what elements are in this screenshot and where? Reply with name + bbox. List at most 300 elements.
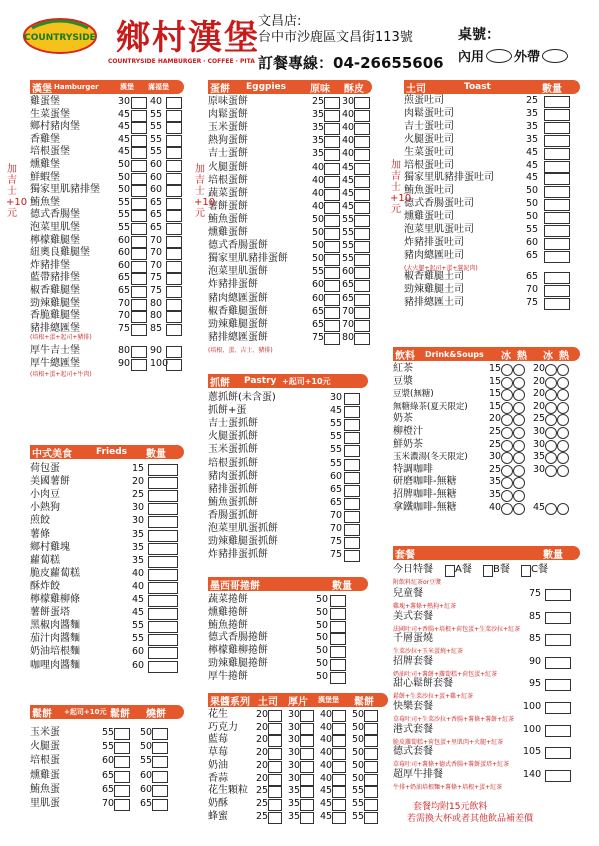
qty-box[interactable] xyxy=(166,198,182,210)
qty-box[interactable] xyxy=(131,286,147,298)
qty-box[interactable] xyxy=(131,97,147,109)
qty-box[interactable] xyxy=(544,298,570,310)
qty-box[interactable] xyxy=(148,464,178,476)
qty-box[interactable] xyxy=(300,735,314,747)
qty-box[interactable] xyxy=(166,173,182,185)
qty-box[interactable] xyxy=(354,163,370,175)
item-name: 紅茶 xyxy=(393,363,413,374)
qty-box[interactable] xyxy=(268,723,282,735)
price-sesame: 60 xyxy=(140,769,153,781)
qty-box[interactable] xyxy=(545,589,571,601)
qty-box[interactable] xyxy=(364,761,378,773)
price-crispy: 40 xyxy=(342,135,355,147)
qty-box[interactable] xyxy=(544,109,570,121)
item-name: 生菜蛋堡 xyxy=(30,108,70,120)
ice-circle[interactable] xyxy=(501,402,513,414)
qty-box[interactable] xyxy=(268,710,282,722)
hot-circle[interactable] xyxy=(557,402,569,414)
qty-box[interactable] xyxy=(324,228,340,240)
item-name: 獨家里肌豬排蛋餅 xyxy=(208,253,288,265)
qty-box[interactable] xyxy=(324,307,340,319)
price-plain: 35 xyxy=(312,122,325,134)
qty-box[interactable] xyxy=(148,530,178,542)
price: 20 xyxy=(256,734,269,746)
price-hamburger: 50 xyxy=(118,184,131,196)
qty-box[interactable] xyxy=(364,786,378,798)
qty-box[interactable] xyxy=(131,236,147,248)
qty-box[interactable] xyxy=(544,238,570,250)
ice-circle[interactable] xyxy=(545,402,557,414)
qty-box[interactable] xyxy=(148,490,178,502)
hot-circle[interactable] xyxy=(557,389,569,401)
qty-box[interactable] xyxy=(344,419,360,431)
qty-box[interactable] xyxy=(131,346,147,358)
qty-box[interactable] xyxy=(344,472,360,484)
qty-box[interactable] xyxy=(344,432,360,444)
qty-box[interactable] xyxy=(131,248,147,260)
qty-box[interactable] xyxy=(300,786,314,798)
qty-box[interactable] xyxy=(354,110,370,122)
qty-box[interactable] xyxy=(152,799,168,811)
qty-box[interactable] xyxy=(166,160,182,172)
qty-box[interactable] xyxy=(544,173,570,185)
qty-box[interactable] xyxy=(364,723,378,735)
hot-circle[interactable] xyxy=(513,465,525,477)
qty-box[interactable] xyxy=(166,135,182,147)
take-out-circle[interactable] xyxy=(542,49,568,63)
ice-circle[interactable] xyxy=(545,427,557,439)
qty-box[interactable] xyxy=(268,812,282,824)
qty-box[interactable] xyxy=(166,261,182,273)
qty-box[interactable] xyxy=(332,735,346,747)
hot-circle[interactable] xyxy=(557,427,569,439)
qty-box[interactable] xyxy=(364,710,378,722)
qty-box[interactable] xyxy=(324,163,340,175)
price: 55 xyxy=(132,620,145,632)
qty-box[interactable] xyxy=(354,215,370,227)
qty-box[interactable] xyxy=(148,647,178,659)
qty-box[interactable] xyxy=(324,110,340,122)
ice-circle[interactable] xyxy=(501,465,513,477)
item-name: 吉士蛋餅 xyxy=(208,148,248,160)
toast-row xyxy=(404,297,576,309)
qty-box[interactable] xyxy=(354,254,370,266)
qty-box[interactable] xyxy=(268,761,282,773)
qty-box[interactable] xyxy=(131,198,147,210)
pastry-row xyxy=(208,497,364,509)
qty-box[interactable] xyxy=(330,608,346,620)
qty-box[interactable] xyxy=(324,136,340,148)
ice-circle[interactable] xyxy=(545,452,557,464)
qty-box[interactable] xyxy=(544,96,570,108)
qty-box[interactable] xyxy=(148,595,178,607)
qty-box[interactable] xyxy=(152,728,168,740)
price-hamburger: 60 xyxy=(118,259,131,271)
qty-box[interactable] xyxy=(148,556,178,568)
item-name: 燻雞蛋吐司 xyxy=(404,211,454,223)
qty-box[interactable] xyxy=(544,251,570,263)
price: 50 xyxy=(352,721,365,733)
ice-circle[interactable] xyxy=(501,503,513,515)
qty-box[interactable] xyxy=(324,202,340,214)
qty-box[interactable] xyxy=(332,710,346,722)
qty-box[interactable] xyxy=(166,97,182,109)
qty-box[interactable] xyxy=(268,799,282,811)
price-muffin: 80 xyxy=(150,297,163,309)
hot-circle[interactable] xyxy=(513,440,525,452)
ice-circle[interactable] xyxy=(545,364,557,376)
qty-box[interactable] xyxy=(544,199,570,211)
qty-box[interactable] xyxy=(300,710,314,722)
hot-circle[interactable] xyxy=(557,364,569,376)
qty-box[interactable] xyxy=(152,771,168,783)
qty-box[interactable] xyxy=(166,273,182,285)
hot-circle[interactable] xyxy=(557,465,569,477)
jam-col3: 漢堡堡 xyxy=(318,696,339,704)
qty-box[interactable] xyxy=(152,785,168,797)
qty-box[interactable] xyxy=(300,774,314,786)
price: 20 xyxy=(256,721,269,733)
item-name: 蔬菜蛋餅 xyxy=(208,187,248,199)
qty-box[interactable] xyxy=(545,634,571,646)
price: 35 xyxy=(288,785,301,797)
qty-box[interactable] xyxy=(354,123,370,135)
qty-box[interactable] xyxy=(354,307,370,319)
item-name: 蔬菜捲餅 xyxy=(208,594,248,605)
qty-box[interactable] xyxy=(268,774,282,786)
qty-box[interactable] xyxy=(332,786,346,798)
item-name: 薯餅蛋塔 xyxy=(30,607,70,619)
qty-box[interactable] xyxy=(344,445,360,457)
qty-box[interactable] xyxy=(324,320,340,332)
qty-box[interactable] xyxy=(354,280,370,292)
qty-box[interactable] xyxy=(354,136,370,148)
qty-box[interactable] xyxy=(148,569,178,581)
qty-box[interactable] xyxy=(354,333,370,345)
qty-box[interactable] xyxy=(354,176,370,188)
item-name: 招牌咖啡-無糖 xyxy=(393,489,457,500)
hot-circle[interactable] xyxy=(513,364,525,376)
qty-box[interactable] xyxy=(131,223,147,235)
eggpie-section xyxy=(194,80,370,354)
qty-box[interactable] xyxy=(131,359,147,371)
item-name: 香雞堡 xyxy=(30,133,60,145)
qty-box[interactable] xyxy=(344,459,360,471)
price: 45 xyxy=(320,810,333,822)
qty-box[interactable] xyxy=(148,516,178,528)
hot-circle[interactable] xyxy=(513,402,525,414)
hot-circle[interactable] xyxy=(513,414,525,426)
ice-circle[interactable] xyxy=(501,377,513,389)
qty-box[interactable] xyxy=(166,299,182,311)
qty-box[interactable] xyxy=(152,742,168,754)
qty-box[interactable] xyxy=(354,189,370,201)
qty-box[interactable] xyxy=(131,311,147,323)
qty-box[interactable] xyxy=(354,228,370,240)
qty-box[interactable] xyxy=(324,254,340,266)
qty-box[interactable] xyxy=(166,359,182,371)
qty-box[interactable] xyxy=(354,320,370,332)
qty-box[interactable] xyxy=(330,621,346,633)
qty-box[interactable] xyxy=(354,202,370,214)
qty-box[interactable] xyxy=(148,608,178,620)
hot-circle[interactable] xyxy=(513,377,525,389)
ice-circle[interactable] xyxy=(501,440,513,452)
ice-circle[interactable] xyxy=(501,427,513,439)
hot-circle[interactable] xyxy=(557,440,569,452)
qty-box[interactable] xyxy=(131,173,147,185)
qty-box[interactable] xyxy=(148,621,178,633)
meal-b-box[interactable] xyxy=(483,565,493,577)
qty-box[interactable] xyxy=(364,774,378,786)
qty-box[interactable] xyxy=(330,595,346,607)
qty-box[interactable] xyxy=(324,97,340,109)
ice-circle[interactable] xyxy=(501,452,513,464)
price: 75 xyxy=(330,536,343,548)
qty-box[interactable] xyxy=(344,550,360,562)
hot-circle[interactable] xyxy=(557,377,569,389)
qty-box[interactable] xyxy=(332,774,346,786)
set-desc: 鬆餅+生菜沙拉+蛋+雞+紅茶 xyxy=(393,693,474,701)
ice-circle[interactable] xyxy=(545,465,557,477)
qty-box[interactable] xyxy=(114,756,130,768)
qty-box[interactable] xyxy=(545,702,571,714)
qty-box[interactable] xyxy=(544,285,570,297)
item-name: 鮪魚堡 xyxy=(30,196,60,208)
qty-box[interactable] xyxy=(324,294,340,306)
meal-c-box[interactable] xyxy=(521,565,531,577)
qty-box[interactable] xyxy=(268,735,282,747)
ice-circle[interactable] xyxy=(545,389,557,401)
qty-box[interactable] xyxy=(131,210,147,222)
price-muffin: 65 xyxy=(102,769,115,781)
qty-box[interactable] xyxy=(148,661,178,673)
qty-box[interactable] xyxy=(300,723,314,735)
price-muffin: 100 xyxy=(150,358,169,369)
hot-circle[interactable] xyxy=(513,427,525,439)
qty-box[interactable] xyxy=(344,524,360,536)
qty-box[interactable] xyxy=(131,147,147,159)
qty-box[interactable] xyxy=(114,799,130,811)
qty-box[interactable] xyxy=(324,189,340,201)
qty-box[interactable] xyxy=(364,735,378,747)
qty-box[interactable] xyxy=(148,634,178,646)
eggpie-title-en: Eggpies xyxy=(246,82,287,92)
qty-box[interactable] xyxy=(344,393,360,405)
qty-box[interactable] xyxy=(544,135,570,147)
qty-box[interactable] xyxy=(544,272,570,284)
qty-box[interactable] xyxy=(166,286,182,298)
qty-box[interactable] xyxy=(131,110,147,122)
qty-box[interactable] xyxy=(114,771,130,783)
qty-box[interactable] xyxy=(166,147,182,159)
qty-box[interactable] xyxy=(166,236,182,248)
qty-box[interactable] xyxy=(330,633,346,645)
price-muffin: 70 xyxy=(150,247,163,259)
price: 35 xyxy=(288,810,301,822)
ice-circle[interactable] xyxy=(545,414,557,426)
drinks-row xyxy=(393,464,576,476)
qty-box[interactable] xyxy=(332,761,346,773)
item-name: 香腸蛋抓餅 xyxy=(208,509,258,521)
qty-box[interactable] xyxy=(344,406,360,418)
qty-box[interactable] xyxy=(330,646,346,658)
qty-box[interactable] xyxy=(544,148,570,160)
price: 35 xyxy=(526,107,539,119)
qty-box[interactable] xyxy=(332,812,346,824)
daily-special-row xyxy=(393,564,576,576)
price: 40 xyxy=(320,709,333,720)
qty-box[interactable] xyxy=(324,241,340,253)
qty-box[interactable] xyxy=(114,785,130,797)
qty-box[interactable] xyxy=(544,161,570,173)
qty-box[interactable] xyxy=(544,186,570,198)
qty-box[interactable] xyxy=(544,212,570,224)
item-name: 椒香雞腿堡 xyxy=(30,285,80,296)
qty-box[interactable] xyxy=(330,672,346,684)
qty-box[interactable] xyxy=(324,333,340,345)
meal-a-box[interactable] xyxy=(445,565,455,577)
ice-circle[interactable] xyxy=(501,389,513,401)
price: 55 xyxy=(330,431,343,443)
qty-box[interactable] xyxy=(166,248,182,260)
muffin-col1: 鬆餅 xyxy=(110,708,130,720)
qty-box[interactable] xyxy=(344,485,360,497)
qty-box[interactable] xyxy=(148,503,178,515)
qty-box[interactable] xyxy=(354,241,370,253)
qty-box[interactable] xyxy=(131,135,147,147)
qty-box[interactable] xyxy=(166,223,182,235)
qty-box[interactable] xyxy=(166,324,182,336)
dine-in-circle[interactable] xyxy=(486,49,512,63)
qty-box[interactable] xyxy=(131,122,147,134)
qty-box[interactable] xyxy=(332,748,346,760)
ice-circle[interactable] xyxy=(545,377,557,389)
qty-box[interactable] xyxy=(544,122,570,134)
qty-box[interactable] xyxy=(148,582,178,594)
qty-box[interactable] xyxy=(344,511,360,523)
ice-circle[interactable] xyxy=(545,503,557,515)
qty-box[interactable] xyxy=(324,215,340,227)
qty-box[interactable] xyxy=(544,225,570,237)
jam-row xyxy=(208,773,384,785)
qty-box[interactable] xyxy=(131,273,147,285)
qty-box[interactable] xyxy=(332,723,346,735)
muffin-row xyxy=(30,727,186,739)
qty-box[interactable] xyxy=(324,149,340,161)
qty-box[interactable] xyxy=(131,185,147,197)
hot-circle[interactable] xyxy=(513,477,525,489)
qty-box[interactable] xyxy=(324,280,340,292)
qty-box[interactable] xyxy=(166,110,182,122)
friends-row xyxy=(30,555,186,567)
ice-circle[interactable] xyxy=(501,364,513,376)
pastry-row xyxy=(208,549,364,561)
ice-circle[interactable] xyxy=(501,414,513,426)
qty-box[interactable] xyxy=(354,97,370,109)
qty-box[interactable] xyxy=(131,160,147,172)
qty-box[interactable] xyxy=(545,679,571,691)
hot-circle[interactable] xyxy=(557,503,569,515)
item-name: 酥炸餃 xyxy=(30,580,60,592)
qty-box[interactable] xyxy=(364,799,378,811)
eggpie-row xyxy=(208,306,370,318)
qty-box[interactable] xyxy=(545,657,571,669)
qty-box[interactable] xyxy=(364,812,378,824)
hot-circle[interactable] xyxy=(513,490,525,502)
hot-circle[interactable] xyxy=(557,452,569,464)
qty-box[interactable] xyxy=(131,299,147,311)
qty-box[interactable] xyxy=(545,770,571,782)
qty-box[interactable] xyxy=(545,725,571,737)
qty-box[interactable] xyxy=(545,612,571,624)
price: 105 xyxy=(523,746,542,758)
qty-box[interactable] xyxy=(268,748,282,760)
qty-box[interactable] xyxy=(354,267,370,279)
muffin-extra: +起司+10元 xyxy=(64,708,107,716)
hot-circle[interactable] xyxy=(513,452,525,464)
qty-box[interactable] xyxy=(354,149,370,161)
qty-box[interactable] xyxy=(166,210,182,222)
ice-circle[interactable] xyxy=(545,440,557,452)
set-row xyxy=(393,678,576,690)
price: 95 xyxy=(529,678,542,690)
price-hamburger: 70 xyxy=(118,310,131,322)
price-muffin: 60 xyxy=(102,755,115,767)
qty-box[interactable] xyxy=(324,176,340,188)
hot-circle[interactable] xyxy=(513,389,525,401)
burrito-row xyxy=(208,607,364,619)
item-name: 德式香腸蛋餅 xyxy=(208,240,268,252)
qty-box[interactable] xyxy=(148,477,178,489)
qty-box[interactable] xyxy=(114,742,130,754)
qty-box[interactable] xyxy=(354,294,370,306)
price: 40 xyxy=(320,759,333,771)
qty-box[interactable] xyxy=(166,346,182,358)
qty-box[interactable] xyxy=(332,799,346,811)
eggpie-row xyxy=(208,162,370,174)
price-hamburger: 55 xyxy=(118,222,131,233)
ice-circle[interactable] xyxy=(501,490,513,502)
qty-box[interactable] xyxy=(300,748,314,760)
qty-box[interactable] xyxy=(324,267,340,279)
qty-box[interactable] xyxy=(330,659,346,671)
qty-box[interactable] xyxy=(148,543,178,555)
qty-box[interactable] xyxy=(344,537,360,549)
qty-box[interactable] xyxy=(364,748,378,760)
qty-box[interactable] xyxy=(268,786,282,798)
qty-box[interactable] xyxy=(166,122,182,134)
qty-box[interactable] xyxy=(166,311,182,323)
qty-box[interactable] xyxy=(300,799,314,811)
qty-box[interactable] xyxy=(300,761,314,773)
qty-box[interactable] xyxy=(344,498,360,510)
hot-circle[interactable] xyxy=(513,503,525,515)
qty-box[interactable] xyxy=(114,728,130,740)
store-phone xyxy=(258,52,444,73)
hot-circle[interactable] xyxy=(557,414,569,426)
qty-box[interactable] xyxy=(131,324,147,336)
qty-box[interactable] xyxy=(131,261,147,273)
qty-box[interactable] xyxy=(166,185,182,197)
toast-row xyxy=(404,172,576,184)
qty-box[interactable] xyxy=(324,123,340,135)
qty-box[interactable] xyxy=(152,756,168,768)
drinks-row xyxy=(393,489,576,501)
qty-box[interactable] xyxy=(545,747,571,759)
qty-box[interactable] xyxy=(300,812,314,824)
ice-circle[interactable] xyxy=(501,477,513,489)
